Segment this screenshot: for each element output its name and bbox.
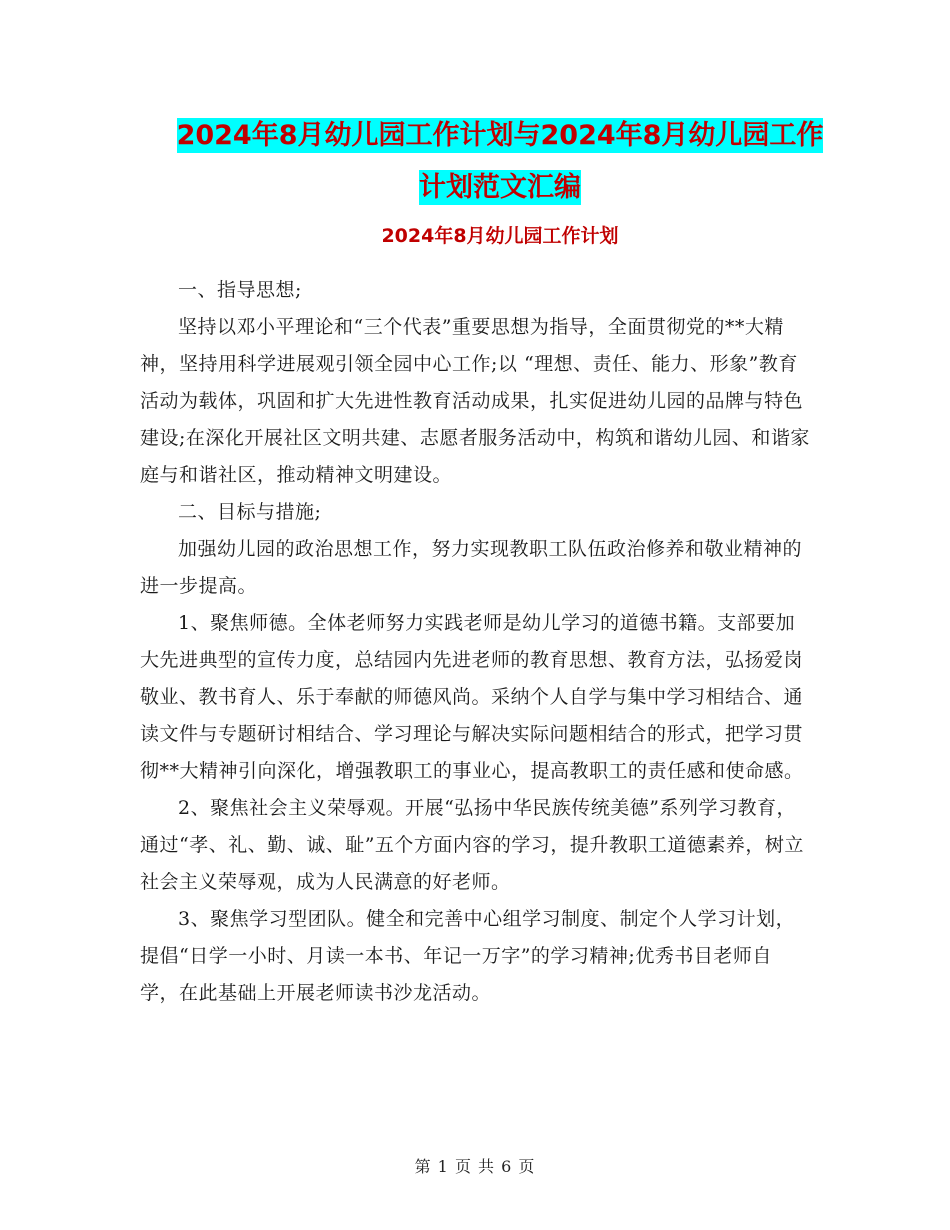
paragraph-item-3: 3、聚焦学习型团队。健全和完善中心组学习制度、制定个人学习计划，提倡“日学一小时、月读一本书、年记一万字”的学习精神;优秀书目老师自学，在此基础上开展老师读书沙龙活动。 — [140, 908, 796, 1004]
section-subtitle: 2024年8月幼儿园工作计划 — [381, 225, 619, 247]
document-title — [140, 110, 860, 214]
paragraph-heading-guiding-thought: 一、指导思想; — [178, 279, 302, 301]
paragraph-item-1: 1、聚焦师德。全体老师努力实践老师是幼儿学习的道德书籍。支部要加大先进典型的宣传力度，总结园内先进老师的教育思想、教育方法，弘扬爱岗敬业、教书育人、乐于奉献的师德风尚。采纳个人自学与集中学习相结合、通读文件与专题研讨相结合、学习理论与解决实际问题相结合的形式，把学习贯彻**大精神引向深化，增强教职工的事业心，提高教职工的责任感和使命感。 — [140, 612, 804, 782]
title-line-2: 计划范文汇编 — [419, 172, 581, 203]
page-footer: 第 1 页 共 6 页 — [414, 1157, 536, 1176]
document-body — [140, 272, 810, 1012]
paragraph-goals-intro: 加强幼儿园的政治思想工作，努力实现教职工队伍政治修养和敬业精神的进一步提高。 — [140, 538, 803, 597]
paragraph-item-2: 2、聚焦社会主义荣辱观。开展“弘扬中华民族传统美德”系列学习教育，通过“孝、礼、勤、诚、耻”五个方面内容的学习，提升教职工道德素养，树立社会主义荣辱观，成为人民满意的好老师。 — [140, 797, 804, 893]
paragraph-heading-goals: 二、目标与措施; — [178, 501, 322, 523]
paragraph-guiding-thought: 坚持以邓小平理论和“三个代表”重要思想为指导，全面贯彻党的**大精神，坚持用科学进展观引领全园中心工作;以 “理想、责任、能力、形象”教育活动为载体，巩固和扩大先进性教育活动成果，扎实促进幼儿园的品牌与特色建设;在深化开展社区文明共建、志愿者服务活动中，构筑和谐幼儿园、和谐家庭与和谐社区，推动精神文明建设。 — [140, 316, 810, 486]
title-line-1: 2024年8月幼儿园工作计划与2024年8月幼儿园工作 — [176, 120, 824, 151]
